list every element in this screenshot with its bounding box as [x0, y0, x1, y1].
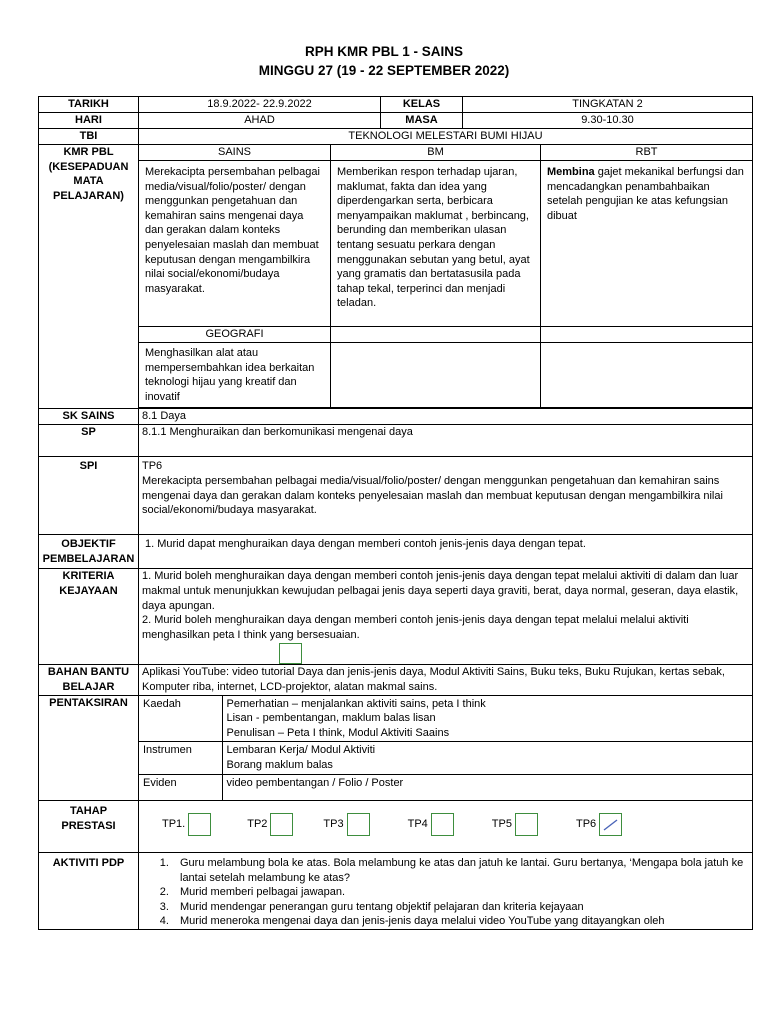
tahap-label: TP5 [491, 818, 512, 831]
label-tarikh: TARIKH [39, 97, 139, 113]
instrumen-list [222, 742, 752, 774]
check-mark-icon [600, 814, 621, 835]
instrumen-label: Instrumen [139, 742, 222, 774]
tahap-label: TP4 [407, 818, 428, 831]
instrumen-item: Borang maklum balas [226, 758, 333, 771]
label-spi: SPI [39, 457, 139, 535]
kaedah-item: Pemerhatian – menjalankan aktiviti sains, peta I think [226, 697, 486, 710]
label-bahan: BAHAN BANTU BELAJAR [39, 665, 139, 695]
kmr-empty-1 [331, 327, 541, 343]
kmr-header-bm: BM [331, 145, 541, 161]
tahap-item-2 [247, 813, 293, 836]
kmr-geografi-text: Menghasilkan alat atau mempersembahkan idea berkaitan teknologi hijau yang kreatif dan inovatif [139, 343, 331, 408]
value-bahan: Aplikasi YouTube: video tutorial Daya dan jenis-jenis daya, Modul Aktiviti Sains, Buku teks, Buku Rujukan, kertas sebak, Komputer riba, internet, LCD-projektor, alatan makmal sains. [139, 665, 753, 695]
tahap-checkbox[interactable] [270, 813, 293, 836]
value-hari: AHAD [139, 113, 381, 129]
label-objektif: OBJEKTIF PEMBELAJARAN [39, 535, 139, 569]
kmr-empty-2 [541, 327, 753, 343]
tahap-label: TP1. [162, 818, 186, 831]
label-sk-sains: SK SAINS [39, 409, 139, 425]
value-spi [139, 457, 753, 535]
aktiviti-item: 4. Murid meneroka mengenai daya dan jenis-jenis daya melalui video YouTube yang ditayangkan oleh [172, 914, 749, 929]
value-tbi: TEKNOLOGI MELESTARI BUMI HIJAU [139, 129, 753, 145]
kmr-bm-text: Memberikan respon terhadap ujaran, maklumat, fakta dan idea yang diperdengarkan serta, berbicara menyampaikan maklumat , berbincang, berunding dan memberikan ulasan tentang sesuatu perkara dengan menggunakan sebutan yang betul, ayat yang gramatis dan bertatasusila pada tahap tekal, terperinci dan menjadi teladan. [331, 161, 541, 327]
tahap-item-3 [323, 813, 369, 836]
tahap-item-1 [162, 813, 211, 836]
value-sk-sains: 8.1 Daya [139, 409, 753, 425]
aktiviti-item: 3. Murid mendengar penerangan guru tentang objektif pelajaran dan kriteria kejayaan [172, 900, 749, 915]
tahap-item-5 [492, 813, 538, 836]
tahap-checkbox[interactable] [599, 813, 622, 836]
kmr-header-sains: SAINS [139, 145, 331, 161]
label-tahap: TAHAP PRESTASI [39, 801, 139, 853]
instrumen-item: Lembaran Kerja/ Modul Aktiviti [226, 744, 376, 757]
value-kriteria [139, 569, 753, 665]
kmr-rbt-bold: Membina [547, 166, 595, 178]
rph-table [38, 96, 753, 930]
tahap-label: TP6 [575, 818, 597, 831]
tahap-checkbox[interactable] [188, 813, 211, 836]
label-sp: SP [39, 425, 139, 457]
tahap-checkbox[interactable] [347, 813, 370, 836]
page-title: RPH KMR PBL 1 - SAINS [304, 44, 464, 59]
spi-tp: TP6 [142, 460, 163, 473]
aktiviti-item: 1. Guru melambung bola ke atas. Bola melambung ke atas dan jatuh ke lantai. Guru bertanya, ‘Mengapa bola jatuh ke lantai setelah melambung ke atas? [172, 856, 749, 885]
tahap-prestasi-row [142, 801, 749, 836]
kriteria-item-1: 1. Murid boleh menghuraikan daya dengan memberi contoh jenis-jenis daya dengan tepat melalui aktiviti di dalam dan luar makmal untuk menunjukkan kewujudan pelbagai jenis daya seperti daya graviti, berat, daya normal, geseran, daya elastik, daya apungan. [142, 570, 739, 612]
kaedah-item: Lisan - pembentangan, maklum balas lisan [226, 712, 436, 725]
page-subtitle: MINGGU 27 (19 - 22 SEPTEMBER 2022) [258, 63, 510, 78]
value-objektif: 1. Murid dapat menghuraikan daya dengan memberi contoh jenis-jenis daya dengan tepat. [139, 535, 753, 569]
tahap-item-4 [408, 813, 454, 836]
kmr-header-geografi: GEOGRAFI [139, 327, 331, 343]
eviden-label: Eviden [139, 774, 222, 800]
label-tbi: TBI [39, 129, 139, 145]
label-kelas: KELAS [381, 97, 463, 113]
kaedah-label: Kaedah [139, 696, 222, 742]
aktiviti-cell [139, 853, 753, 930]
tahap-checkbox[interactable] [515, 813, 538, 836]
spi-text: Merekacipta persembahan pelbagai media/visual/folio/poster/ dengan menggunkan pengetahuan dan kemahiran sains mengenai daya dan gerakan dalam konteks penyelesaian maslah dan membuat keputusan dengan mengambilkira nilai social/ekonomi/budaya masyarakat. [142, 474, 723, 517]
pentaksiran-cell [139, 695, 753, 800]
tahap-label: TP3 [323, 818, 344, 831]
kmr-header-rbt: RBT [541, 145, 753, 161]
value-kelas: TINGKATAN 2 [463, 97, 753, 113]
label-masa: MASA [381, 113, 463, 129]
kriteria-item-2: 2. Murid boleh menghuraikan daya dengan memberi contoh jenis-jenis daya dengan tepat melalui melalui aktiviti menghasilkan peta I think yang bersesuaian. [142, 614, 689, 641]
label-pentaksiran: PENTAKSIRAN [39, 695, 139, 800]
value-tarikh: 18.9.2022- 22.9.2022 [139, 97, 381, 113]
kaedah-item: Penulisan – Peta I think, Modul Aktiviti Saains [226, 726, 450, 739]
pentaksiran-table [139, 696, 752, 800]
kmr-rbt-text [541, 161, 753, 327]
label-hari: HARI [39, 113, 139, 129]
eviden-value: video pembentangan / Folio / Poster [222, 774, 752, 800]
label-aktiviti: AKTIVITI PDP [39, 853, 139, 930]
kmr-rbt-rest: gajet mekanikal berfungsi dan mencadangkan penambahbaikan setelah pengujian ke atas kefungsian dibuat [547, 166, 744, 222]
value-masa: 9.30-10.30 [463, 113, 753, 129]
stray-checkbox [279, 643, 302, 664]
tahap-prestasi-cell [139, 801, 753, 853]
label-kriteria: KRITERIA KEJAYAAN [39, 569, 139, 665]
label-kmr-pbl: KMR PBL (KESEPADUAN MATA PELAJARAN) [39, 145, 139, 409]
kmr-empty-4 [541, 343, 753, 408]
tahap-item-6 [576, 813, 622, 836]
kmr-empty-3 [331, 343, 541, 408]
tahap-label: TP2 [247, 818, 268, 831]
tahap-checkbox[interactable] [431, 813, 454, 836]
aktiviti-item: 2. Murid memberi pelbagai jawapan. [172, 885, 749, 900]
value-sp: 8.1.1 Menghuraikan dan berkomunikasi mengenai daya [139, 425, 753, 457]
kmr-sains-text: Merekacipta persembahan pelbagai media/visual/folio/poster/ dengan menggunkan pengetahuan dan kemahiran sains mengenai daya dan gerakan dalam konteks penyelesaian maslah dan membuat keputusan dengan mengambilkira nilai social/ekonomi/budaya masyarakat. [139, 161, 331, 327]
kaedah-list [222, 696, 752, 742]
aktiviti-list [142, 856, 749, 929]
